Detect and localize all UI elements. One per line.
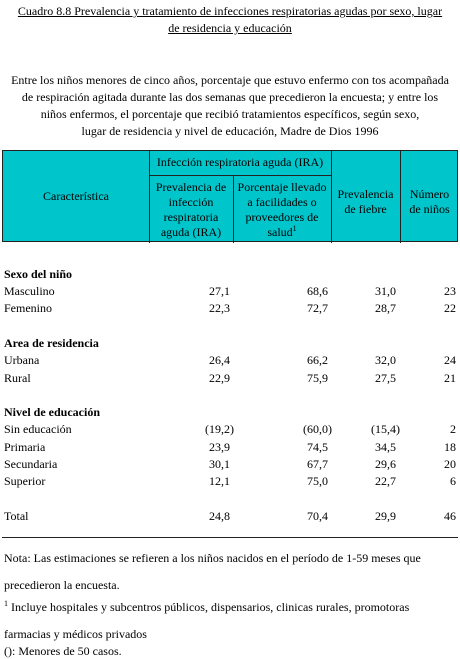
- header-prevalencia-ira: Prevalencia de infección respiratoria aguda (IRA): [155, 180, 227, 239]
- total-row: Total 24,8 70,4 29,9 46: [4, 509, 456, 523]
- description-line: de respiración agitada durante las dos semanas que precedieron la encuesta; y entre los: [21, 90, 439, 104]
- footnote-marker: 1: [4, 599, 8, 608]
- header-ira-group: Infección respiratoria aguda (IRA): [156, 155, 324, 169]
- table-row: Urbana 26,4 66,2 32,0 24: [4, 353, 456, 367]
- note-2: $^1$ Incluye hospitales y subcentros públicos, dispensarios, clinicas rurales, promotoras farmacias y médicos privados: [4, 599, 410, 641]
- table-row: Rural 22,9 75,9 27,5 21: [4, 371, 456, 385]
- table-row: Superior 12,1 75,0 22,7 6: [4, 474, 456, 488]
- title-line-1: Cuadro 8.8 Prevalencia y tratamiento de infecciones respiratorias agudas por sexo, lugar: [17, 4, 443, 18]
- description-line: lugar de residencia y nivel de educación, Madre de Dios 1996: [81, 124, 379, 138]
- description-line: Entre los niños menores de cinco años, porcentaje que estuvo enfermo con tos acompañada: [11, 73, 449, 87]
- table-row: Sin educación (19,2) (60,0) (15,4) 2: [4, 422, 456, 436]
- table-description: [0, 72, 460, 140]
- header-divider: [149, 175, 331, 176]
- table-row: Femenino 22,3 72,7 28,7 22: [4, 301, 456, 315]
- header-numero-ninos: Número de niños: [409, 187, 450, 216]
- table-row: Primaria 23,9 74,5 34,5 18: [4, 440, 456, 454]
- table-row: Secundaria 30,1 67,7 29,6 20: [4, 457, 456, 471]
- title-line-2: de residencia y educación: [168, 21, 292, 35]
- table-row: Masculino 27,1 68,6 31,0 23: [4, 284, 456, 298]
- section-title: Nivel de educación: [4, 405, 100, 419]
- section-title: Sexo del niño: [4, 267, 73, 281]
- header-porcentaje-llevado: Porcentaje llevado a facilidades o proveedores de salud$^1$: [237, 180, 327, 239]
- table-header: [2, 150, 458, 242]
- description-line: niños enfermos, el porcentaje que recibió tratamientos específicos, según sexo,: [40, 107, 420, 121]
- footnote-marker: 1: [292, 224, 297, 233]
- table-bottom-rule: [2, 537, 458, 538]
- header-caracteristica: Característica: [43, 189, 109, 203]
- header-prevalencia-fiebre: Prevalencia de fiebre: [337, 187, 394, 216]
- section-title: Area de residencia: [4, 336, 99, 350]
- note-3: (): Menores de 50 casos.: [4, 644, 122, 658]
- note-1: Nota: Las estimaciones se refieren a los niños nacidos en el período de 1-59 meses que precedieron la encuesta.: [4, 551, 421, 592]
